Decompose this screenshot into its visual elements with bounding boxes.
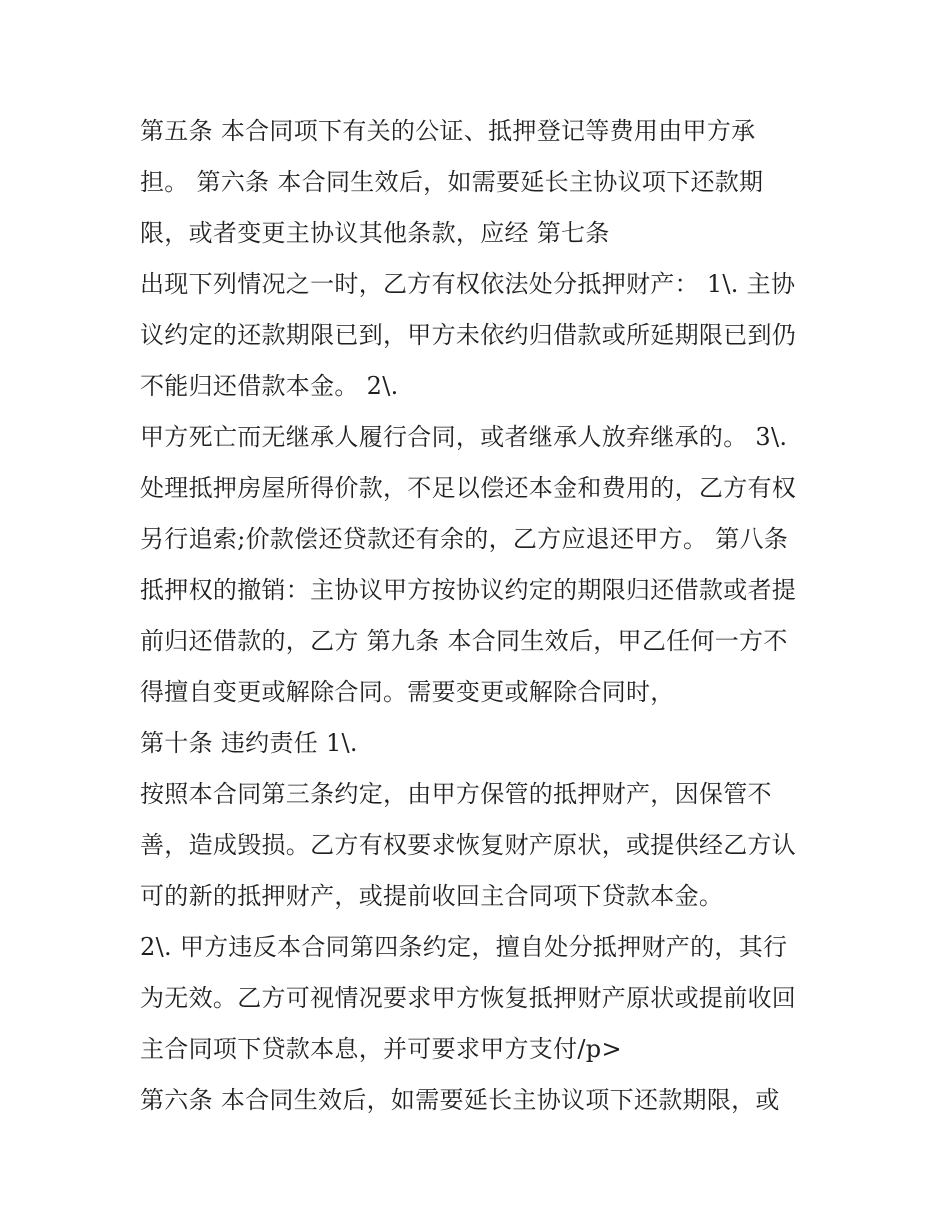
text-line: 按照本合同第三条约定，由甲方保管的抵押财产，因保管不 [140,780,772,808]
text-line: 处理抵押房屋所得价款，不足以偿还本金和费用的，乙方有权 [140,474,797,502]
text-line: 担。 第六条 本合同生效后，如需要延长主协议项下还款期 [140,168,764,196]
text-line: 另行追索;价款偿还贷款还有余的，乙方应退还甲方。 第八条 [140,525,789,553]
text-line: 议约定的还款期限已到，甲方未依约归借款或所延期限已到仍 [140,321,797,349]
text-line: 不能归还借款本金。 2\. [140,372,399,400]
text-line: 抵押权的撤销：主协议甲方按协议约定的期限归还借款或者提 [140,576,797,604]
text-line: 出现下列情况之一时，乙方有权依法处分抵押财产： 1\. 主协 [140,270,796,298]
text-line: 主合同项下贷款本息，并可要求甲方支付/p> [140,1035,622,1063]
text-line: 可的新的抵押财产，或提前收回主合同项下贷款本金。 [140,882,724,910]
text-line: 第十条 违约责任 1\. [140,729,358,757]
text-line: 第五条 本合同项下有关的公证、抵押登记等费用由甲方承 [140,117,756,145]
text-line: 限，或者变更主协议其他条款，应经 第七条 [140,219,610,247]
text-line: 为无效。乙方可视情况要求甲方恢复抵押财产原状或提前收回 [140,984,797,1012]
text-line: 前归还借款的，乙方 第九条 本合同生效后，甲乙任何一方不 [140,627,788,655]
text-line: 2\. 甲方违反本合同第四条约定，擅自处分抵押财产的，其行 [140,933,788,961]
text-line: 善，造成毁损。乙方有权要求恢复财产原状，或提供经乙方认 [140,831,797,859]
document-body [140,106,820,1126]
text-line: 甲方死亡而无继承人履行合同，或者继承人放弃继承的。 3\. [140,423,788,451]
text-line: 第六条 本合同生效后，如需要延长主协议项下还款期限，或 [140,1086,780,1114]
text-line: 得擅自变更或解除合同。需要变更或解除合同时， [140,678,675,706]
